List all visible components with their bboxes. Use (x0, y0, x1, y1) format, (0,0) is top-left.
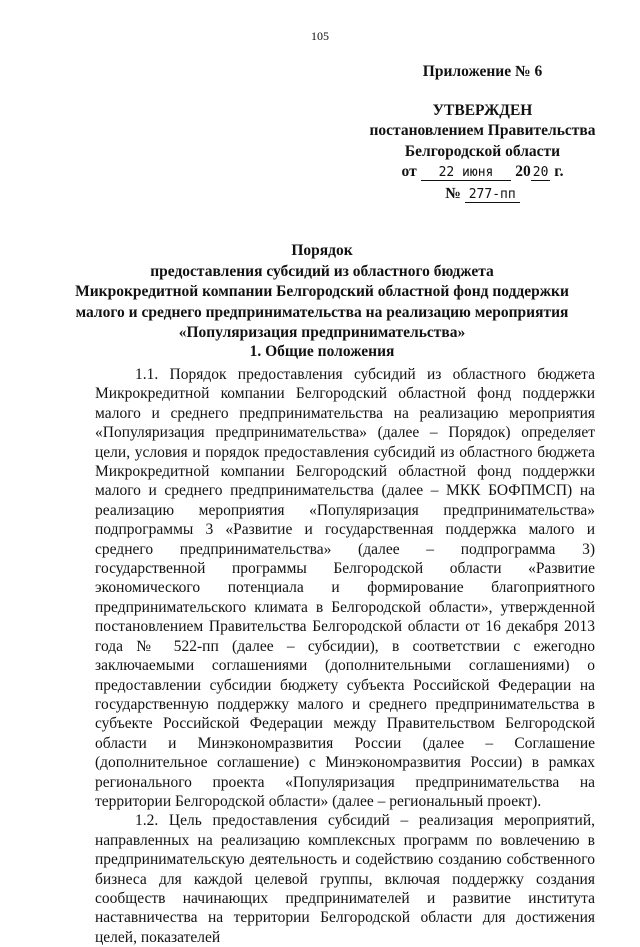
approval-stamp (360, 62, 605, 205)
approval-date (360, 162, 605, 184)
annex-label: Приложение № 6 (422, 63, 543, 80)
approved-label: УТВЕРЖДЕН (432, 101, 533, 119)
section-body (95, 365, 595, 947)
date-suffix: г. (554, 163, 564, 180)
date-prefix: от (401, 163, 417, 180)
section-heading: 1. Общие положения (249, 343, 395, 360)
date-year-prefix: 20 (515, 163, 531, 180)
number-prefix: № (445, 184, 461, 202)
title-line-2: предоставления субсидий из областного бюджета (150, 262, 494, 280)
paragraph-1-1: 1.1. Порядок предоставления субсидий из областного бюджета Микрокредитной компании Белгородский областной фонд поддержки малого и среднего предпринимательства на реализацию мероприятия «Популяризация предпринимательства» (далее – Порядок) определяет цели, условия и порядок предоставления субсидий из областного бюджета Микрокредитной компании Белгородский областной фонд поддержки малого и среднего предпринимательства (далее – МКК БОФПМСП) на реализацию мероприятия «Популяризация предпринимательства» подпрограммы 3 «Развитие и государственная поддержка малого и среднего предпринимательства» (далее – подпрограмма 3) государственной программы Белгородской области «Развитие экономического потенциала и формирование благоприятного предпринимательского климата в Белгородской области», утвержденной постановлением Правительства Белгородской области от 16 декабря 2013 года № 522-пп (далее – субсидии), в соответствии с ежегодно заключаемыми соглашениями (дополнительными соглашениями) о предоставлении субсидии бюджету субъекта Российской Федерации на государственную поддержку малого и среднего предпринимательства в субъекте Российской Федерации между Правительством Белгородской области и Минэкономразвития России (далее – Соглашение (дополнительное соглашение) с Минэкономразвития России) в рамках регионального проекта «Популяризация предпринимательства на территории Белгородской области» (далее – региональный проект). (95, 366, 595, 810)
title-line-5: «Популяризация предпринимательства» (178, 324, 466, 341)
title-line-3: Микрокредитной компании Белгородский областной фонд поддержки (75, 283, 569, 300)
approval-number (360, 184, 605, 206)
title-line-1: Порядок (291, 242, 353, 259)
document-title (72, 241, 572, 344)
date-day-month: 22 июня (421, 165, 512, 181)
number-value: 277-пп (465, 187, 520, 203)
title-line-4: малого и среднего предпринимательства на реализацию мероприятия (75, 303, 569, 321)
paragraph-1-2: 1.2. Цель предоставления субсидий – реализация мероприятий, направленных на реализацию комплексных программ по вовлечению в предпринимательскую деятельность и содействию созданию собственного бизнеса для каждой целевой группы, включая поддержку создания сообществ начинающих предпринимателей и развитие института наставничества на территории Белгородской области для достижения целей, показателей (95, 812, 595, 946)
date-year-suffix: 20 (532, 165, 549, 180)
page-number: 105 (311, 29, 329, 43)
resolution-line-2: Белгородской области (404, 142, 561, 160)
resolution-line-1: постановлением Правительства (369, 122, 596, 139)
